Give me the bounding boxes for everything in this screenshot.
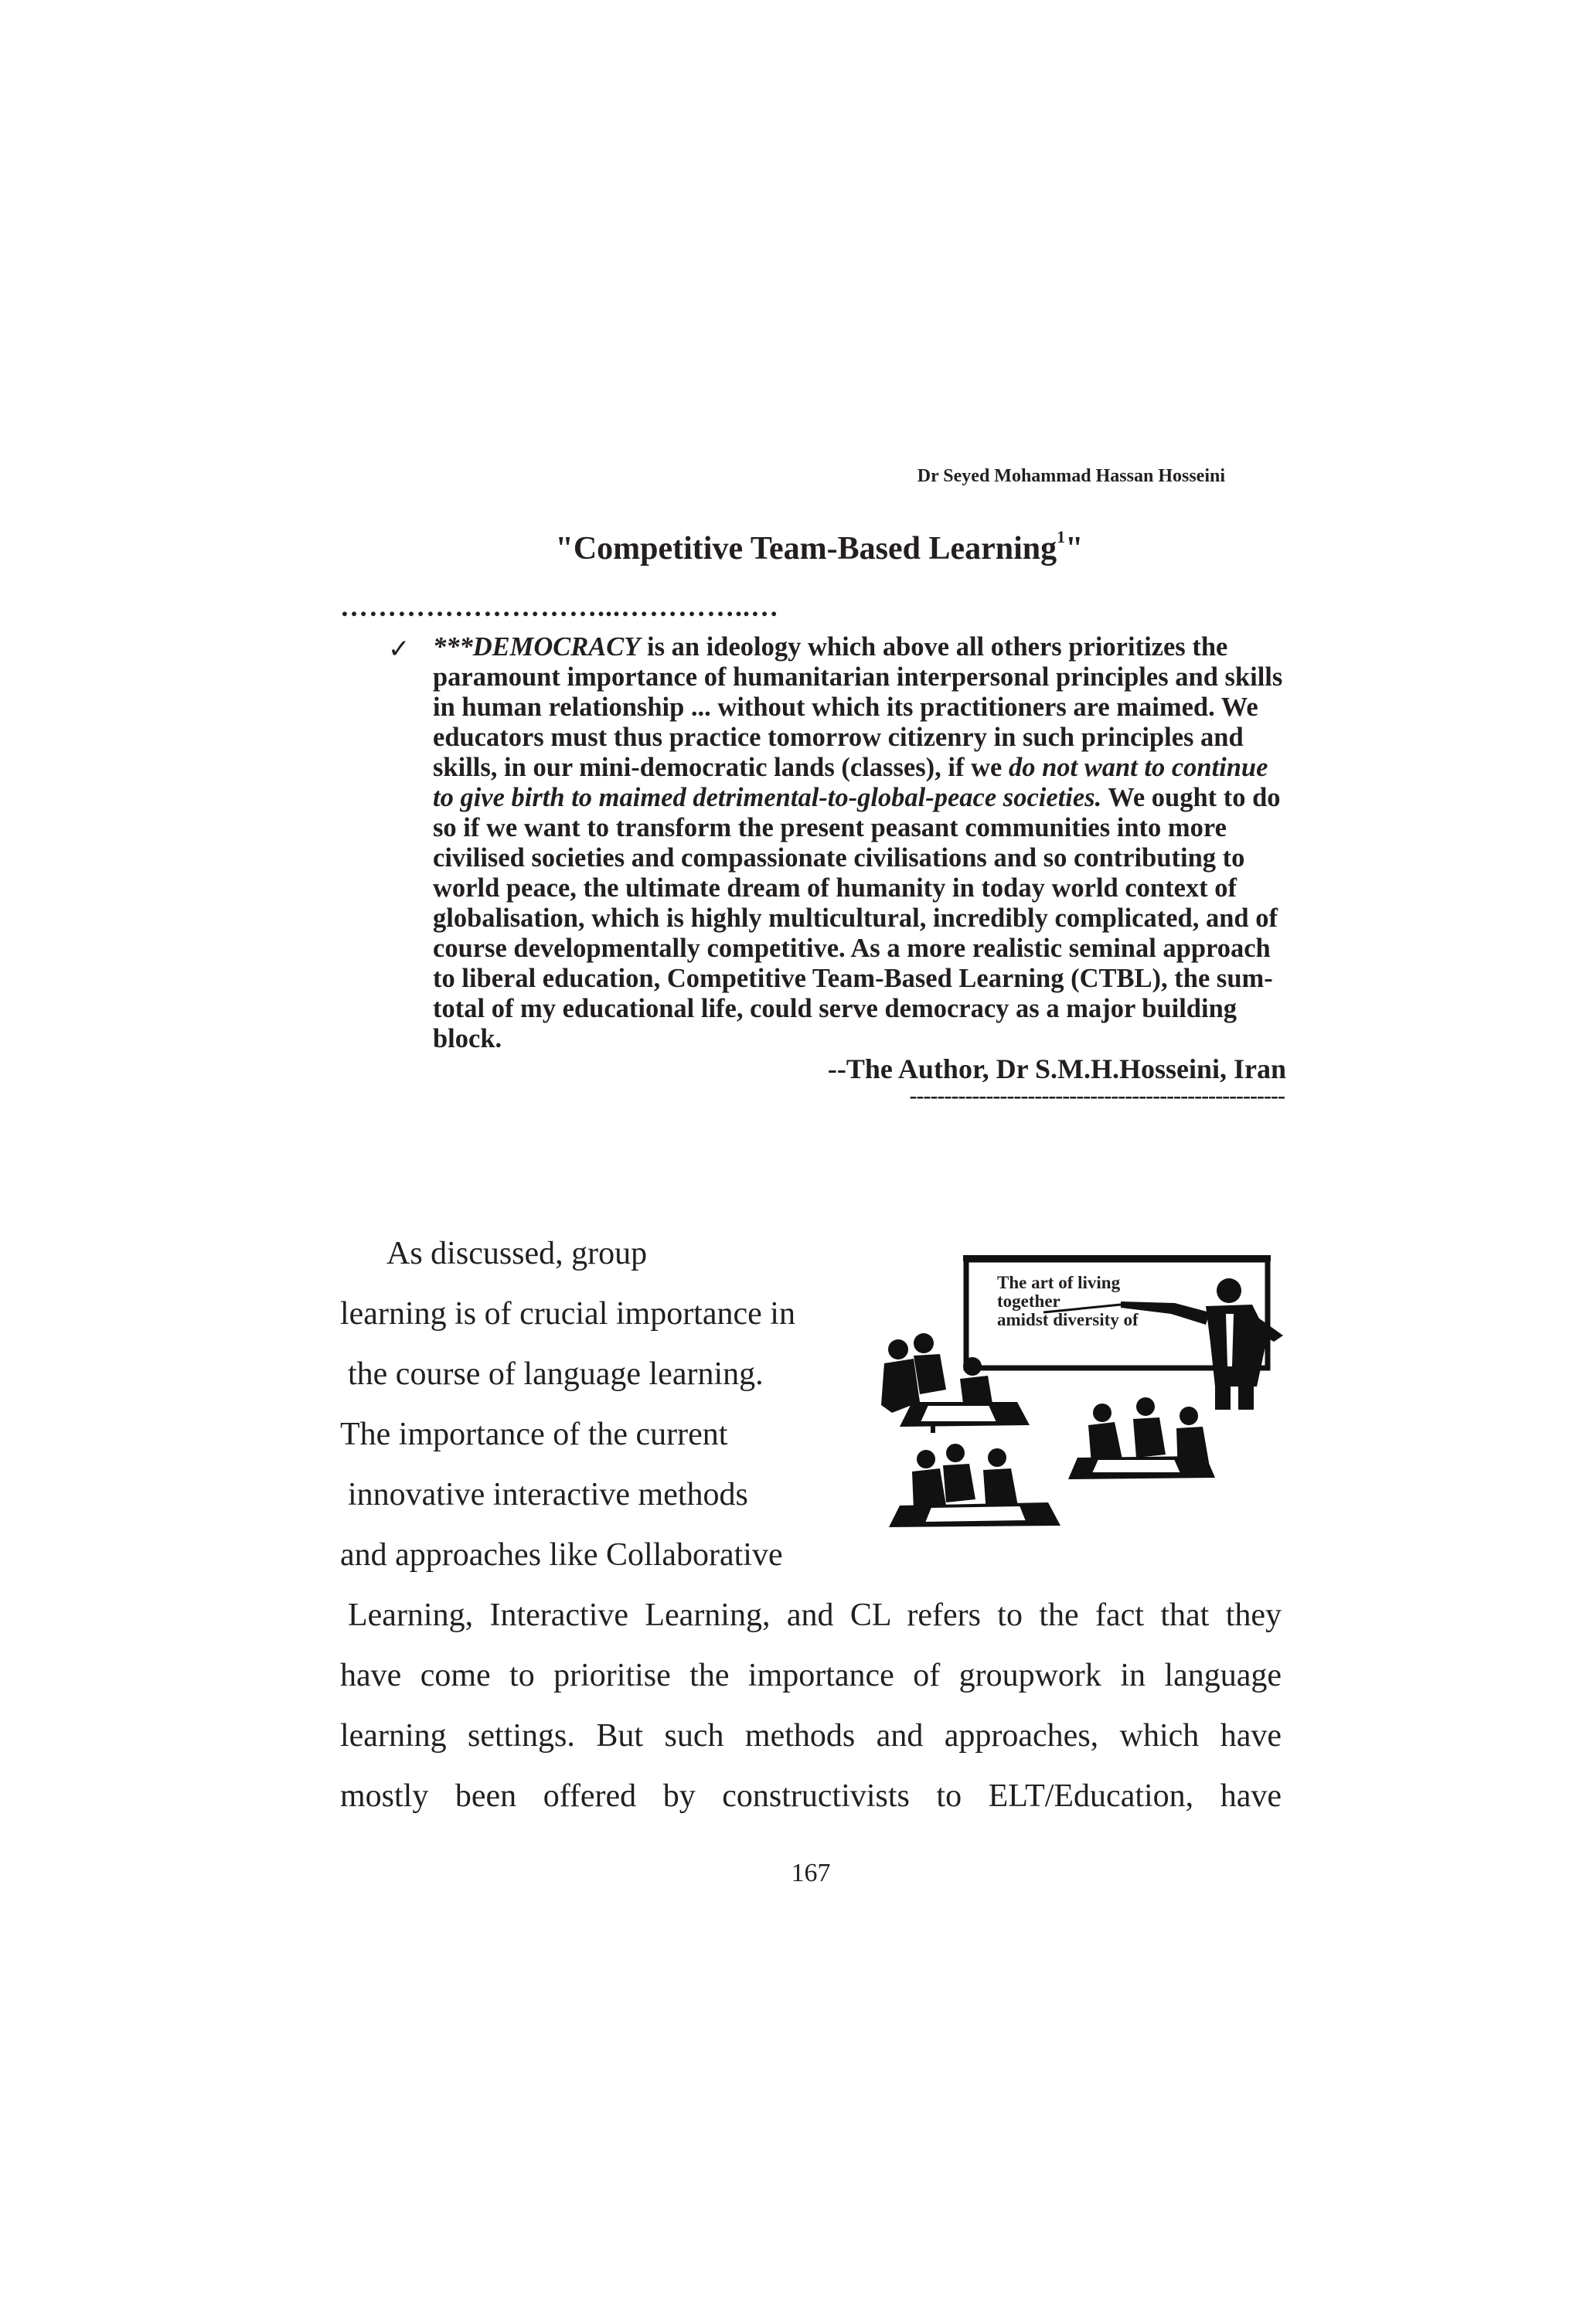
- signature-rule: ------------------------------------------------------: [909, 1084, 1285, 1108]
- board-caption-line-1: The art of living: [997, 1273, 1121, 1292]
- epigraph-signature: --The Author, Dr S.M.H.Hosseini, Iran: [827, 1053, 1286, 1084]
- board-caption: [997, 1274, 1152, 1329]
- body-line-9: learning settings. But such methods and approaches, which have: [340, 1718, 1282, 1754]
- separator-dots: ………………………...…………..…: [340, 591, 779, 622]
- epigraph-lead: ***DEMOCRACY: [433, 632, 641, 662]
- body-line-2: learning is of crucial importance in: [340, 1296, 795, 1332]
- chapter-title: [433, 527, 1206, 567]
- classroom-clipart: [866, 1250, 1314, 1560]
- page-number: 167: [791, 1859, 831, 1887]
- epigraph: [388, 632, 1285, 1108]
- body-line-6: and approaches like Collaborative: [340, 1537, 783, 1573]
- epigraph-body-2: We ought to do so if we want to transform the present peasant communities into more civilised societies and compassionate civilisations and so contributing to world peace, the ultimate dream of humanity in today world context of globalisation, which is highly multicultural, incredibly complicated, and of course developmentally competitive. As a more realistic seminal approach to liberal education, Competitive Team-Based Learning (CTBL), the sum-total of my educational life, could serve democracy as a major building block.: [433, 783, 1281, 1053]
- body-line-1: As discussed, group: [386, 1236, 648, 1271]
- body-line-7: Learning, Interactive Learning, and CL refers to the fact that they: [348, 1598, 1282, 1633]
- body-line-3: the course of language learning.: [348, 1356, 764, 1392]
- running-header-author: Dr Seyed Mohammad Hassan Hosseini: [917, 466, 1225, 486]
- chapter-title-close: ": [1065, 531, 1084, 567]
- epigraph-text: [433, 632, 1285, 1054]
- board-caption-line-3: amidst diversity of: [997, 1310, 1139, 1329]
- chapter-title-text: "Competitive Team-Based Learning: [555, 531, 1057, 567]
- epigraph-body-1: is an ideology which above all others prioritizes the paramount importance of humanitarian interpersonal principles and skills in human relationship ... without which its practitioners are maimed. We educators must thus practice tomorrow citizenry in such principles and skills, in our mini-democratic lands (classes), if we: [433, 632, 1283, 782]
- board-caption-line-2: together: [997, 1291, 1060, 1311]
- body-line-4: The importance of the current: [340, 1417, 728, 1452]
- body-line-8: have come to prioritise the importance of groupwork in language: [340, 1658, 1282, 1693]
- body-line-10: mostly been offered by constructivists to ELT/Education, have: [340, 1778, 1282, 1814]
- footnote-marker: 1: [1057, 527, 1066, 546]
- body-line-5: innovative interactive methods: [348, 1477, 748, 1512]
- checkmark-icon: ✓: [388, 634, 410, 665]
- epigraph-italic-phrase: do not want to continue to give birth to maimed detrimental-to-global-peace societies.: [433, 753, 1268, 812]
